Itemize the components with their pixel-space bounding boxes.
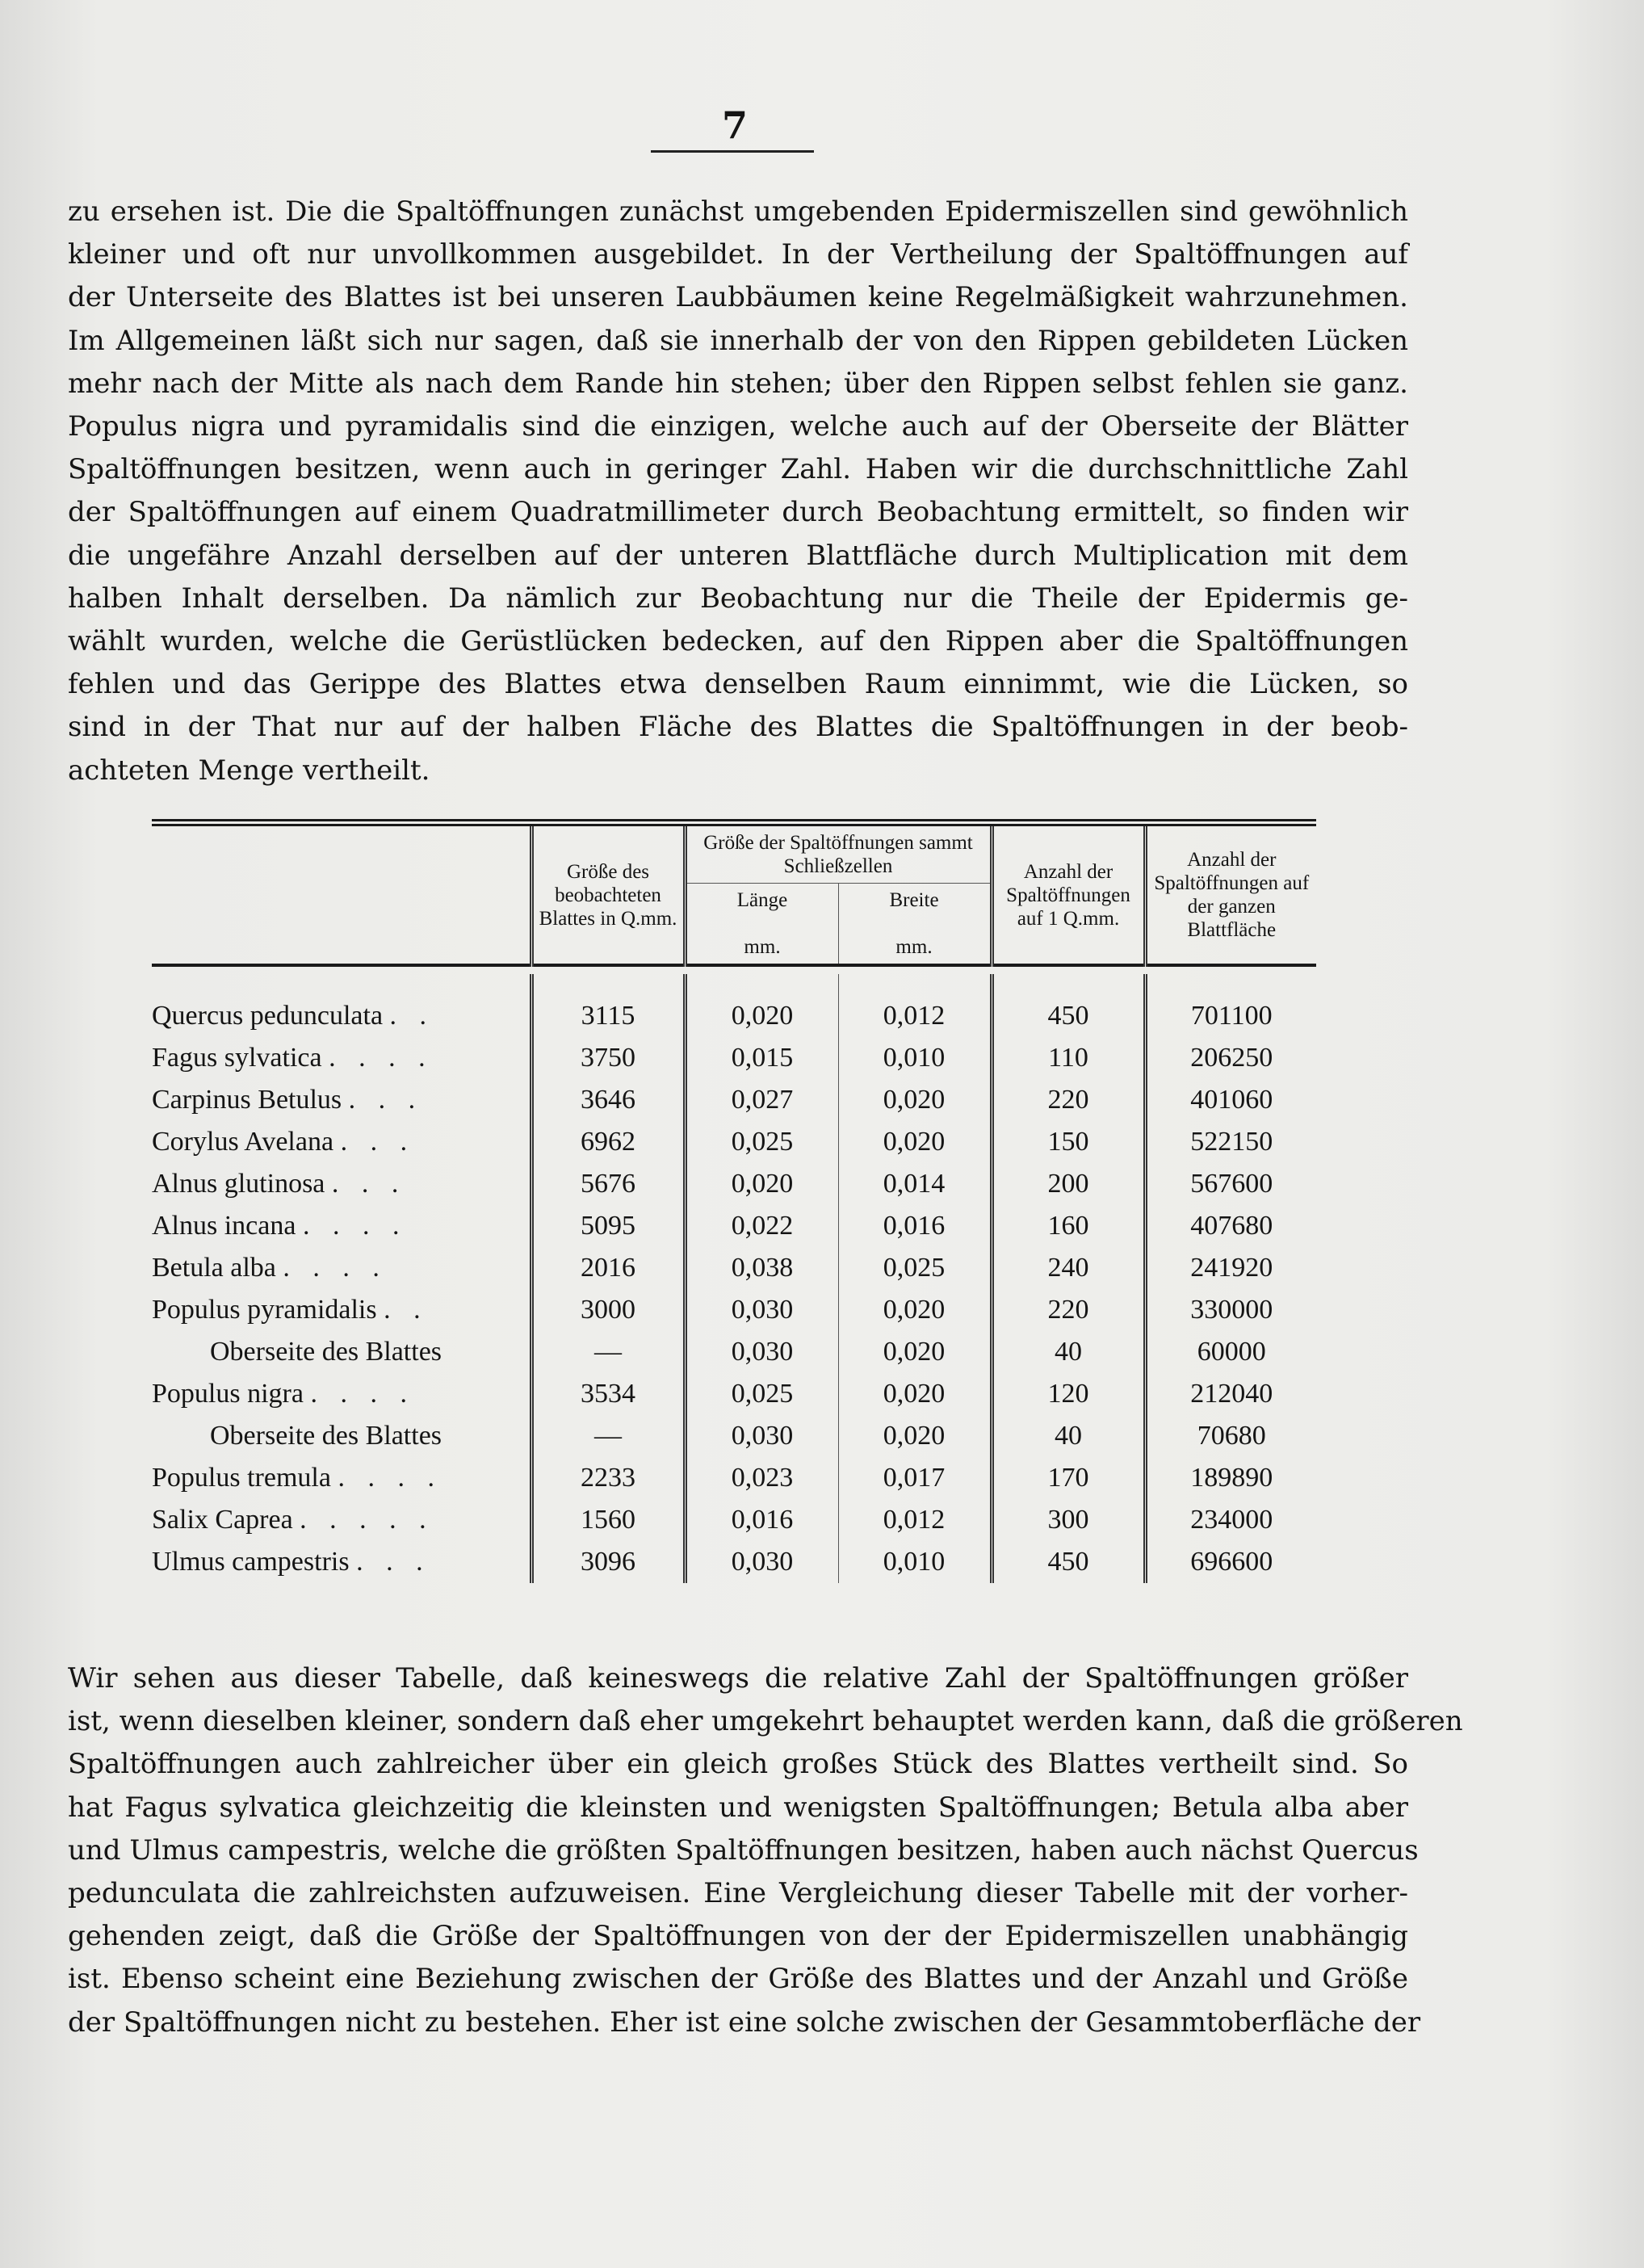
species-name: Oberseite des Blattes <box>210 1421 442 1451</box>
leaf-area-cell: 3646 <box>531 1079 685 1121</box>
count-per-qmm-cell: 120 <box>992 1373 1145 1415</box>
text-line: zu ersehen ist. Die die Spaltöffnungen zunächst umgebenden Epidermiszellen sind gewöhnlich <box>68 195 1408 228</box>
count-per-qmm-cell: 450 <box>992 974 1145 1037</box>
count-total-cell: 407680 <box>1145 1205 1316 1247</box>
leaf-area-cell: 2233 <box>531 1457 685 1499</box>
species-name: Alnus incana <box>152 1211 296 1241</box>
count-per-qmm-cell: 40 <box>992 1331 1145 1373</box>
table-row <box>152 1205 1316 1247</box>
width-cell: 0,010 <box>838 1541 992 1583</box>
leaf-area-cell: 3115 <box>531 974 685 1037</box>
width-cell: 0,020 <box>838 1289 992 1331</box>
leaf-area-cell: 5676 <box>531 1163 685 1205</box>
species-name: Populus nigra <box>152 1379 304 1409</box>
species-name: Populus tremula <box>152 1463 331 1493</box>
leaf-area-cell: 3096 <box>531 1541 685 1583</box>
leaf-area-cell: 2016 <box>531 1247 685 1289</box>
length-cell: 0,027 <box>685 1079 838 1121</box>
species-name: Carpinus Betulus <box>152 1085 342 1115</box>
header-width <box>838 884 992 966</box>
count-per-qmm-cell: 220 <box>992 1079 1145 1121</box>
species-name: Alnus glutinosa <box>152 1169 325 1199</box>
leader-dots: . . . . . <box>300 1505 434 1535</box>
width-cell: 0,020 <box>838 1121 992 1163</box>
text-line: hat Fagus sylvatica gleichzeitig die kleinsten und wenigsten Spaltöffnungen; Betula alba aber <box>68 1791 1408 1824</box>
text-line: Populus nigra und pyramidalis sind die einzigen, welche auch auf der Oberseite der Blätter <box>68 410 1408 443</box>
count-total-cell: 330000 <box>1145 1289 1316 1331</box>
table-row <box>152 1499 1316 1541</box>
header-species <box>152 826 531 965</box>
species-cell <box>152 974 531 1037</box>
species-cell <box>152 1079 531 1121</box>
count-per-qmm-cell: 450 <box>992 1541 1145 1583</box>
leader-dots: . . . . <box>329 1043 434 1073</box>
length-cell: 0,025 <box>685 1373 838 1415</box>
paragraph-top <box>68 191 1408 792</box>
species-cell <box>152 1541 531 1583</box>
header-length-label: Länge <box>736 889 788 911</box>
length-cell: 0,020 <box>685 1163 838 1205</box>
table-row <box>152 1121 1316 1163</box>
text-line: und Ulmus campestris, welche die größten Spaltöffnungen besitzen, haben auch nächst Quercus <box>68 1833 1419 1867</box>
stomata-table <box>152 819 1316 1583</box>
text-line: mehr nach der Mitte als nach dem Rande hin stehen; über den Rippen selbst fehlen sie ganz. <box>68 367 1408 400</box>
leaf-area-cell: — <box>531 1415 685 1457</box>
count-per-qmm-cell: 170 <box>992 1457 1145 1499</box>
width-cell: 0,020 <box>838 1331 992 1373</box>
width-cell: 0,020 <box>838 1373 992 1415</box>
count-total-cell: 241920 <box>1145 1247 1316 1289</box>
species-name: Ulmus campestris <box>152 1547 350 1577</box>
table-row <box>152 1457 1316 1499</box>
width-cell: 0,014 <box>838 1163 992 1205</box>
species-cell <box>152 1163 531 1205</box>
text-line: die ungefähre Anzahl derselben auf der unteren Blattfläche durch Multiplication mit dem <box>68 539 1408 572</box>
text-line: ist, wenn dieselben kleiner, sondern daß eher umgekehrt behauptet werden kann, daß die größeren <box>68 1705 1463 1738</box>
count-per-qmm-cell: 110 <box>992 1037 1145 1079</box>
table-row <box>152 1373 1316 1415</box>
leaf-area-cell: 3534 <box>531 1373 685 1415</box>
leaf-area-cell: 1560 <box>531 1499 685 1541</box>
text-line: achteten Menge vertheilt. <box>68 754 430 787</box>
count-per-qmm-cell: 300 <box>992 1499 1145 1541</box>
count-total-cell: 70680 <box>1145 1415 1316 1457</box>
leaf-area-cell: 5095 <box>531 1205 685 1247</box>
leaf-area-cell: — <box>531 1331 685 1373</box>
species-cell <box>152 1289 531 1331</box>
species-cell <box>152 1415 531 1457</box>
length-cell: 0,022 <box>685 1205 838 1247</box>
text-line: kleiner und oft nur unvollkommen ausgebildet. In der Vertheilung der Spaltöffnungen auf <box>68 238 1408 271</box>
count-per-qmm-cell: 40 <box>992 1415 1145 1457</box>
leader-dots: . . . <box>340 1127 416 1157</box>
count-per-qmm-cell: 240 <box>992 1247 1145 1289</box>
count-per-qmm-cell: 200 <box>992 1163 1145 1205</box>
leader-dots: . . . . <box>338 1463 442 1493</box>
leader-dots: . . . <box>356 1547 431 1577</box>
table-row <box>152 1247 1316 1289</box>
length-cell: 0,023 <box>685 1457 838 1499</box>
species-name: Betula alba <box>152 1253 276 1283</box>
length-cell: 0,025 <box>685 1121 838 1163</box>
paragraph-bottom <box>68 1657 1463 2044</box>
leader-dots: . . . . <box>310 1379 415 1409</box>
species-name: Quercus pedunculata <box>152 1001 384 1031</box>
species-cell <box>152 1373 531 1415</box>
length-cell: 0,038 <box>685 1247 838 1289</box>
length-cell: 0,030 <box>685 1289 838 1331</box>
species-cell <box>152 1247 531 1289</box>
count-total-cell: 401060 <box>1145 1079 1316 1121</box>
text-line: pedunculata die zahlreichsten aufzuweisen. Eine Vergleichung dieser Tabelle mit der vorher- <box>68 1877 1408 1910</box>
text-line: ist. Ebenso scheint eine Beziehung zwischen der Größe des Blattes und der Anzahl und Größe <box>68 1963 1408 1996</box>
table-top-rule <box>152 819 1316 826</box>
text-line: gehenden zeigt, daß die Größe der Spaltöffnungen von der der Epidermiszellen unabhängig <box>68 1920 1408 1953</box>
length-cell: 0,020 <box>685 974 838 1037</box>
width-cell: 0,025 <box>838 1247 992 1289</box>
leader-dots: . . <box>389 1001 435 1031</box>
text-line: der Spaltöffnungen auf einem Quadratmillimeter durch Beobachtung ermittelt, so finden wir <box>68 496 1408 529</box>
text-line: fehlen und das Gerippe des Blattes etwa denselben Raum einnimmt, wie die Lücken, so <box>68 668 1408 701</box>
text-line: wählt wurden, welche die Gerüstlücken bedecken, auf den Rippen aber die Spaltöffnungen <box>68 625 1408 658</box>
species-name: Oberseite des Blattes <box>210 1337 442 1367</box>
length-cell: 0,030 <box>685 1541 838 1583</box>
text-line: Spaltöffnungen auch zahlreicher über ein gleich großes Stück des Blattes vertheilt sind. So <box>68 1748 1408 1781</box>
table-header-rule <box>152 965 1316 974</box>
count-total-cell: 189890 <box>1145 1457 1316 1499</box>
count-total-cell: 701100 <box>1145 974 1316 1037</box>
species-cell <box>152 1331 531 1373</box>
species-cell <box>152 1499 531 1541</box>
header-stoma-size: Größe der Spaltöffnungen sammt Schließzellen <box>685 826 992 884</box>
count-total-cell: 206250 <box>1145 1037 1316 1079</box>
species-cell <box>152 1457 531 1499</box>
leader-dots: . . . <box>348 1085 424 1115</box>
length-cell: 0,016 <box>685 1499 838 1541</box>
length-cell: 0,030 <box>685 1415 838 1457</box>
table-row <box>152 1331 1316 1373</box>
header-width-unit: mm. <box>895 936 933 958</box>
leader-dots: . . <box>384 1295 429 1325</box>
table-row <box>152 1079 1316 1121</box>
species-name: Populus pyramidalis <box>152 1295 377 1325</box>
count-total-cell: 60000 <box>1145 1331 1316 1373</box>
text-line: der Unterseite des Blattes ist bei unseren Laubbäumen keine Regelmäßigkeit wahrzunehmen. <box>68 281 1408 314</box>
count-total-cell: 234000 <box>1145 1499 1316 1541</box>
length-cell: 0,030 <box>685 1331 838 1373</box>
header-length-unit: mm. <box>744 936 781 958</box>
page-number: 7 <box>721 103 748 147</box>
text-line: Spaltöffnungen besitzen, wenn auch in geringer Zahl. Haben wir die durchschnittliche Zahl <box>68 453 1408 486</box>
header-leaf-area: Größe des beobachteten Blattes in Q.mm. <box>531 826 685 965</box>
width-cell: 0,017 <box>838 1457 992 1499</box>
text-line: Im Allgemeinen läßt sich nur sagen, daß sie innerhalb der von den Rippen gebildeten Lücken <box>68 324 1408 357</box>
species-name: Fagus sylvatica <box>152 1043 322 1073</box>
count-total-cell: 696600 <box>1145 1541 1316 1583</box>
width-cell: 0,020 <box>838 1415 992 1457</box>
table-row <box>152 1037 1316 1079</box>
page-number-rule <box>651 150 814 153</box>
leader-dots: . . . . <box>283 1253 388 1283</box>
count-total-cell: 567600 <box>1145 1163 1316 1205</box>
table-row <box>152 1163 1316 1205</box>
species-name: Salix Caprea <box>152 1505 293 1535</box>
width-cell: 0,020 <box>838 1079 992 1121</box>
table-row <box>152 974 1316 1037</box>
leader-dots: . . . <box>331 1169 407 1199</box>
species-name: Corylus Avelana <box>152 1127 334 1157</box>
table-body <box>152 974 1316 1583</box>
text-line: halben Inhalt derselben. Da nämlich zur Beobachtung nur die Theile der Epidermis ge- <box>68 582 1408 615</box>
count-total-cell: 212040 <box>1145 1373 1316 1415</box>
text-line: sind in der That nur auf der halben Fläche des Blattes die Spaltöffnungen in der beob- <box>68 711 1408 744</box>
table-row <box>152 1415 1316 1457</box>
length-cell: 0,015 <box>685 1037 838 1079</box>
leader-dots: . . . . <box>302 1211 408 1241</box>
width-cell: 0,012 <box>838 1499 992 1541</box>
leaf-area-cell: 6962 <box>531 1121 685 1163</box>
species-cell <box>152 1037 531 1079</box>
header-count-total: Anzahl der Spaltöffnungen auf der ganzen Blattfläche <box>1145 826 1316 965</box>
leaf-area-cell: 3750 <box>531 1037 685 1079</box>
count-total-cell: 522150 <box>1145 1121 1316 1163</box>
table-row <box>152 1289 1316 1331</box>
width-cell: 0,016 <box>838 1205 992 1247</box>
header-width-label: Breite <box>889 889 939 911</box>
count-per-qmm-cell: 220 <box>992 1289 1145 1331</box>
species-cell <box>152 1121 531 1163</box>
text-line: Wir sehen aus dieser Tabelle, daß keineswegs die relative Zahl der Spaltöffnungen größer <box>68 1662 1408 1695</box>
species-cell <box>152 1205 531 1247</box>
width-cell: 0,012 <box>838 974 992 1037</box>
width-cell: 0,010 <box>838 1037 992 1079</box>
count-per-qmm-cell: 150 <box>992 1121 1145 1163</box>
table-row <box>152 1541 1316 1583</box>
count-per-qmm-cell: 160 <box>992 1205 1145 1247</box>
header-length <box>685 884 838 966</box>
header-count-per-qmm: Anzahl der Spaltöffnungen auf 1 Q.mm. <box>992 826 1145 965</box>
text-line: der Spaltöffnungen nicht zu bestehen. Eher ist eine solche zwischen der Gesammtoberfläche der <box>68 2006 1421 2039</box>
leaf-area-cell: 3000 <box>531 1289 685 1331</box>
